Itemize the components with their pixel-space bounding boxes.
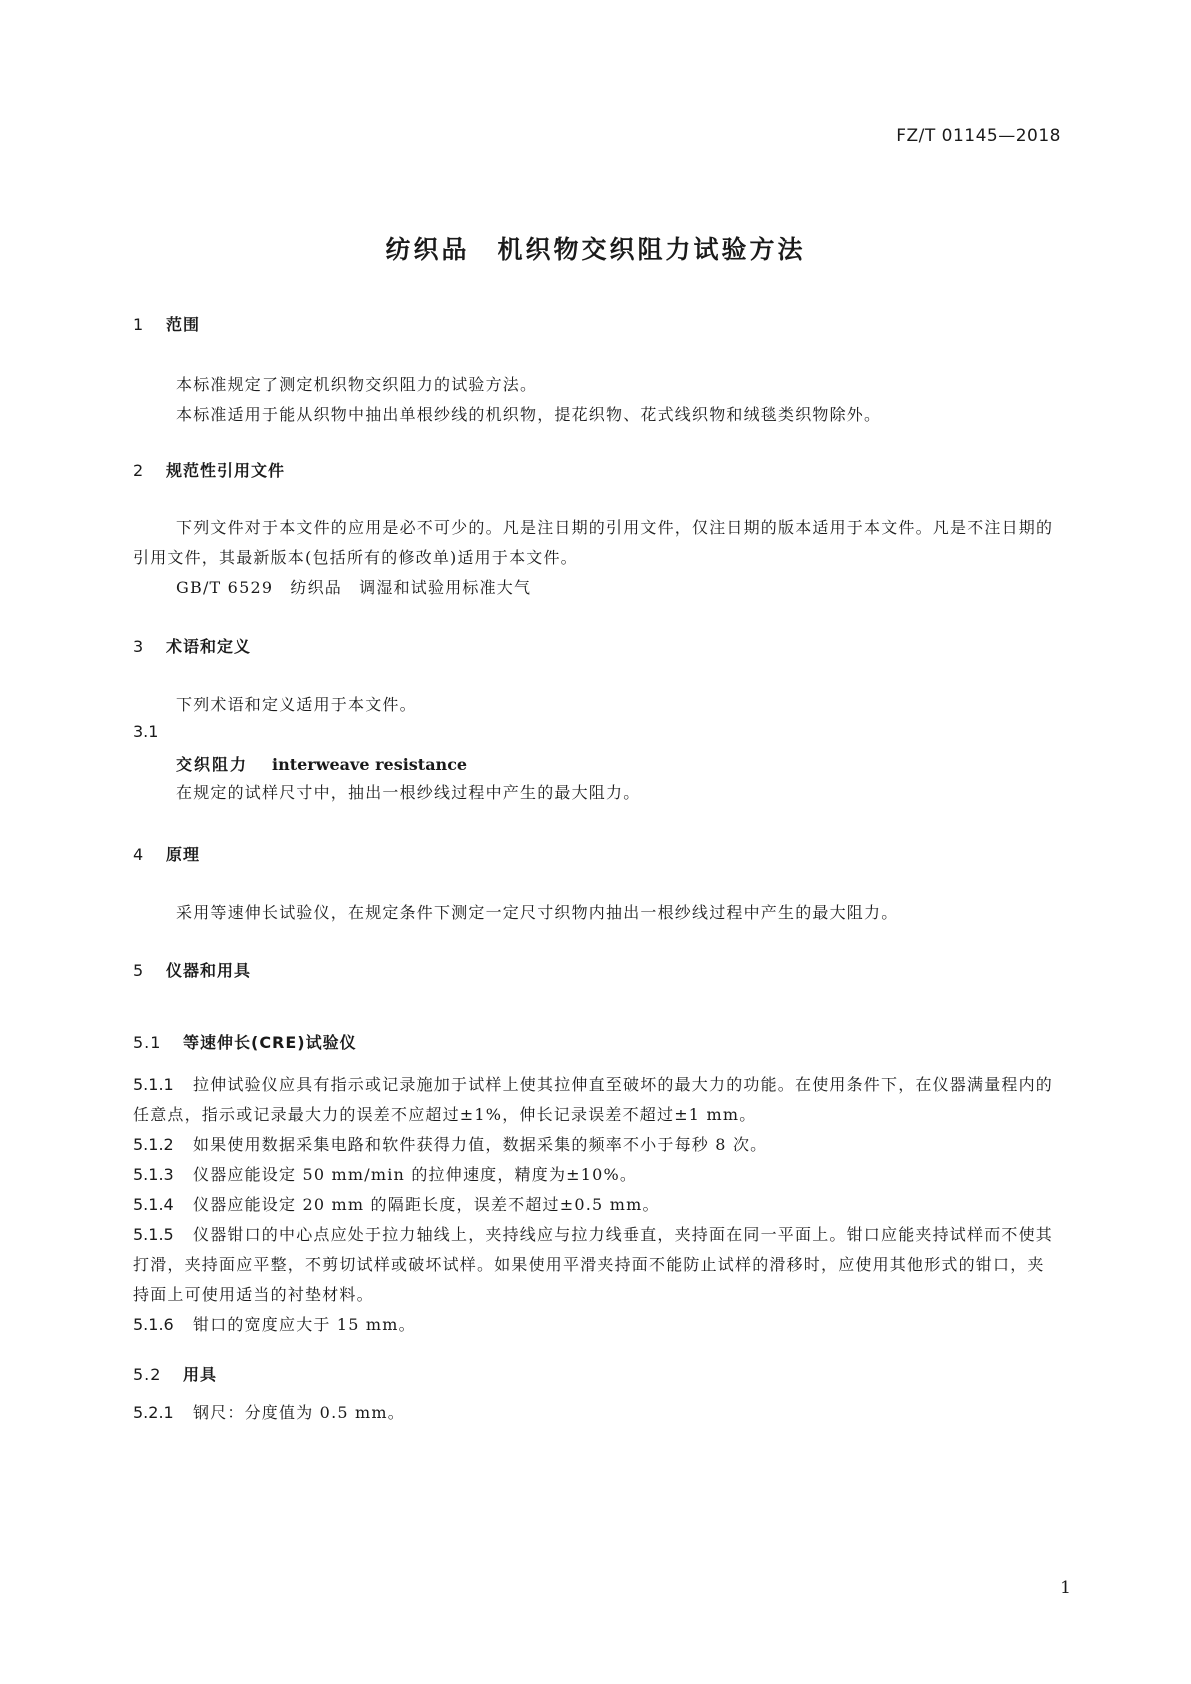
section-heading-1 bbox=[133, 312, 200, 335]
clause-text: 钳口的宽度应大于 15 mm。 bbox=[193, 1315, 416, 1334]
section-heading-2 bbox=[133, 458, 285, 481]
section-title: 范围 bbox=[166, 315, 201, 334]
subsection-heading-5-1 bbox=[133, 1030, 357, 1053]
section-title: 用具 bbox=[183, 1365, 218, 1384]
clause-number: 5.1.5 bbox=[133, 1225, 174, 1244]
clause-number: 5.1.6 bbox=[133, 1315, 174, 1334]
section-number: 3 bbox=[133, 637, 145, 656]
clause-number: 5.1.1 bbox=[133, 1075, 174, 1094]
term-chinese: 交织阻力 bbox=[176, 755, 249, 774]
section-number: 5 bbox=[133, 961, 145, 980]
clause-number: 5.1.2 bbox=[133, 1135, 174, 1154]
clause-item bbox=[133, 1310, 1058, 1340]
paragraph: 下列文件对于本文件的应用是必不可少的。凡是注日期的引用文件，仅注日期的版本适用于本文件。凡是不注日期的引用文件，其最新版本(包括所有的修改单)适用于本文件。 bbox=[133, 518, 1054, 567]
section-number: 5.2 bbox=[133, 1365, 162, 1384]
term-definition: 在规定的试样尺寸中，抽出一根纱线过程中产生的最大阻力。 bbox=[176, 783, 641, 802]
subclause-number: 3.1 bbox=[133, 722, 159, 741]
section-title: 原理 bbox=[166, 845, 201, 864]
document-title: 纺织品 机织物交织阻力试验方法 bbox=[385, 235, 806, 264]
section-title: 仪器和用具 bbox=[166, 961, 252, 980]
paragraph: 下列术语和定义适用于本文件。 bbox=[176, 695, 417, 714]
page-number: 1 bbox=[1060, 1578, 1071, 1598]
clause-item bbox=[133, 1398, 1058, 1428]
clause-text: 仪器应能设定 20 mm 的隔距长度，误差不超过±0.5 mm。 bbox=[193, 1195, 660, 1214]
section-number: 1 bbox=[133, 315, 145, 334]
clause-text: 如果使用数据采集电路和软件获得力值，数据采集的频率不小于每秒 8 次。 bbox=[193, 1135, 768, 1154]
section-title: 术语和定义 bbox=[166, 637, 252, 656]
paragraph: 本标准适用于能从织物中抽出单根纱线的机织物，提花织物、花式线织物和绒毯类织物除外。 bbox=[176, 405, 882, 424]
section-heading-3 bbox=[133, 634, 251, 657]
clause-item bbox=[133, 1220, 1058, 1310]
paragraph: 本标准规定了测定机织物交织阻力的试验方法。 bbox=[176, 375, 538, 394]
clause-number: 5.1.4 bbox=[133, 1195, 174, 1214]
clause-item bbox=[133, 1130, 1058, 1160]
term-english: interweave resistance bbox=[272, 755, 468, 774]
section-number: 2 bbox=[133, 461, 145, 480]
clause-text: 钢尺：分度值为 0.5 mm。 bbox=[193, 1403, 405, 1422]
clause-item bbox=[133, 1190, 1058, 1220]
normative-reference: GB/T 6529 纺织品 调湿和试验用标准大气 bbox=[176, 578, 532, 597]
clause-text: 拉伸试验仪应具有指示或记录施加于试样上使其拉伸直至破坏的最大力的功能。在使用条件下，在仪器满量程内的任意点，指示或记录最大力的误差不应超过±1%，伸长记录误差不超过±1 mm。 bbox=[133, 1075, 1054, 1124]
term-entry bbox=[176, 752, 467, 775]
section-title: 等速伸长(CRE)试验仪 bbox=[183, 1033, 357, 1052]
section-heading-5 bbox=[133, 958, 251, 981]
clause-number: 5.2.1 bbox=[133, 1403, 174, 1422]
standard-code: FZ/T 01145—2018 bbox=[896, 126, 1061, 146]
section-heading-4 bbox=[133, 842, 200, 865]
clause-number: 5.1.3 bbox=[133, 1165, 174, 1184]
clause-item bbox=[133, 1070, 1058, 1130]
clause-text: 仪器应能设定 50 mm/min 的拉伸速度，精度为±10%。 bbox=[193, 1165, 638, 1184]
section-number: 5.1 bbox=[133, 1033, 162, 1052]
clause-text: 仪器钳口的中心点应处于拉力轴线上，夹持线应与拉力线垂直，夹持面在同一平面上。钳口应能夹持试样而不使其打滑，夹持面应平整，不剪切试样或破坏试样。如果使用平滑夹持面不能防止试样的滑移时，应使用其他形式的钳口，夹持面上可使用适当的衬垫材料。 bbox=[133, 1225, 1054, 1304]
paragraph: 采用等速伸长试验仪，在规定条件下测定一定尺寸织物内抽出一根纱线过程中产生的最大阻力。 bbox=[176, 903, 899, 922]
clause-item bbox=[133, 1160, 1058, 1190]
section-number: 4 bbox=[133, 845, 145, 864]
section-title: 规范性引用文件 bbox=[166, 461, 286, 480]
subsection-heading-5-2 bbox=[133, 1362, 217, 1385]
